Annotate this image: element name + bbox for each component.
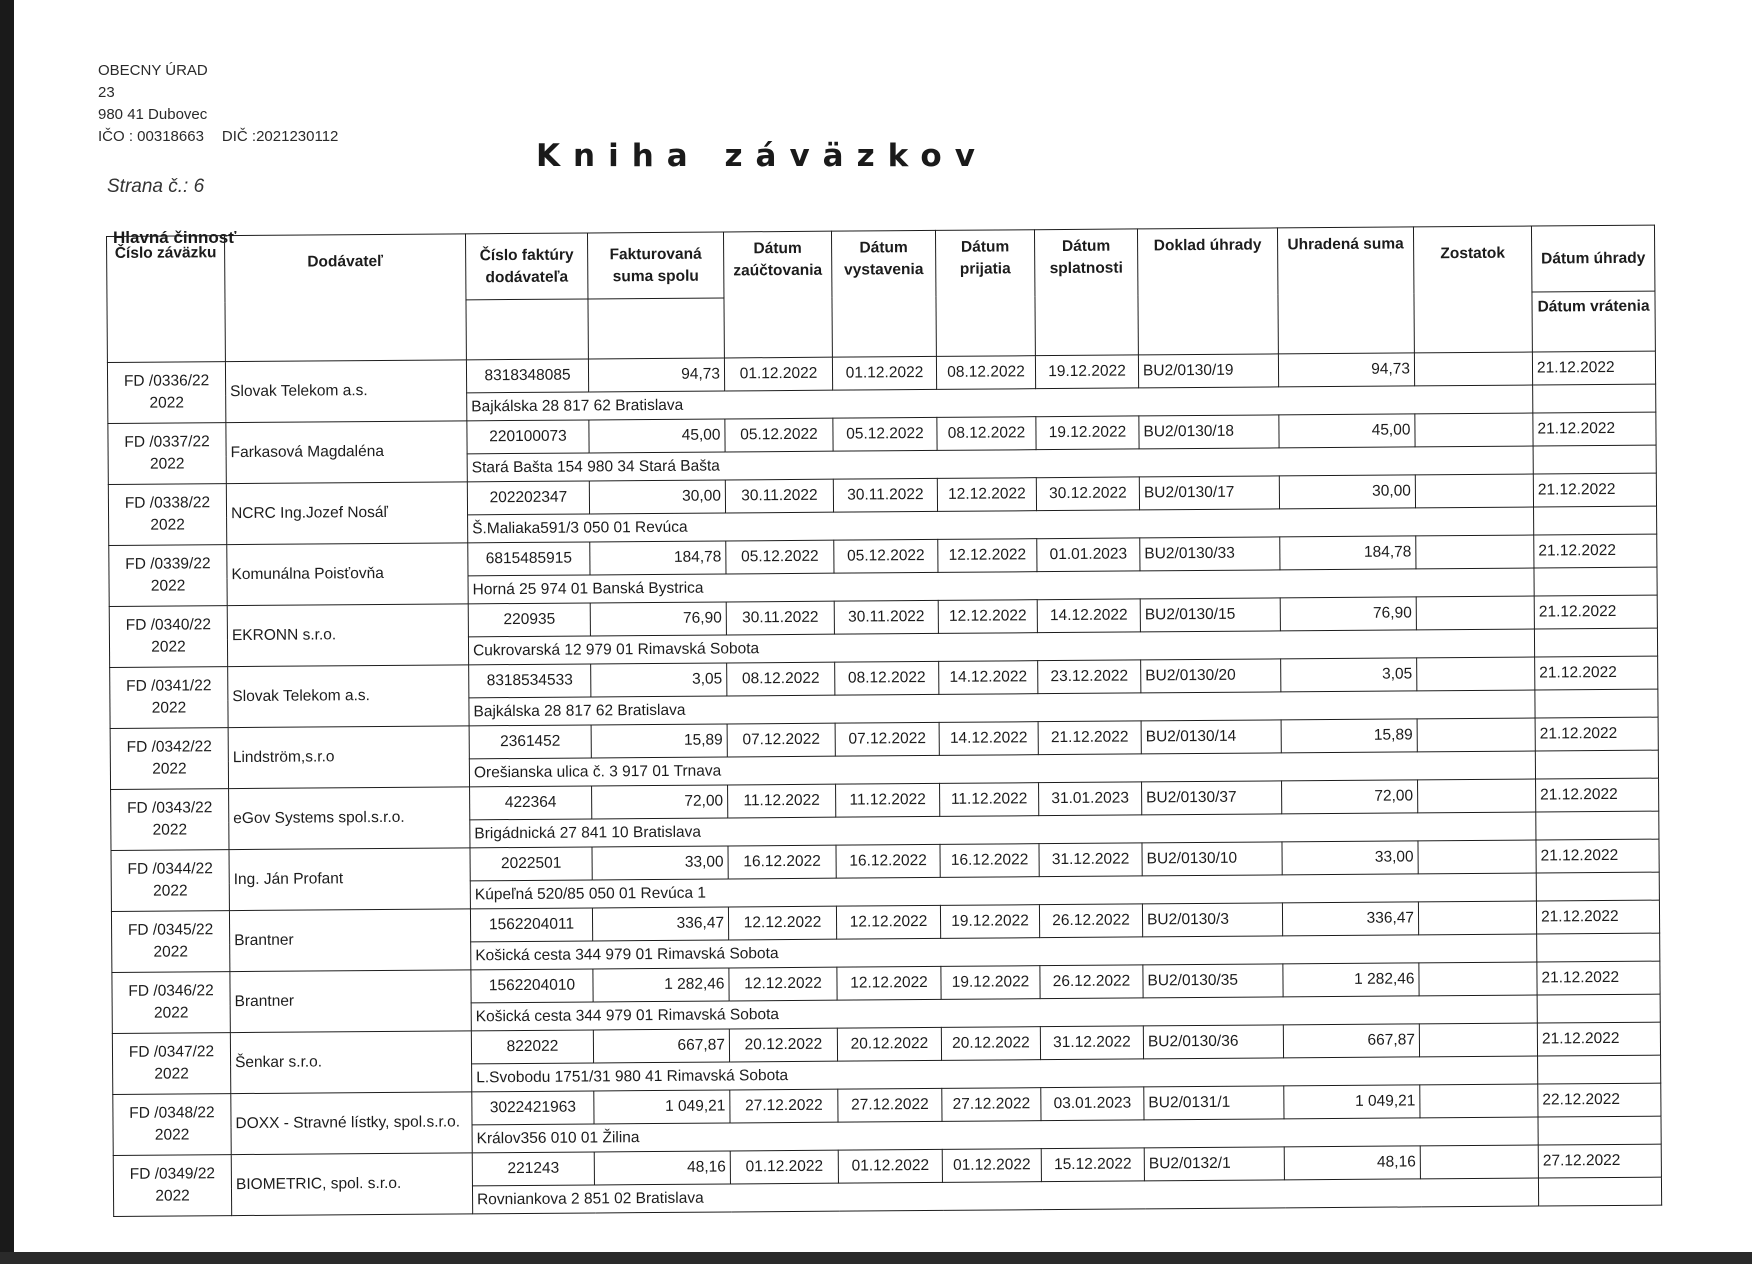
date-due: 03.01.2023: [1041, 1087, 1144, 1121]
liability-year: 2022: [149, 394, 185, 412]
date-issued: 27.12.2022: [838, 1088, 942, 1122]
supplier-name: eGov Systems spol.s.r.o.: [229, 787, 470, 850]
date-posted: 07.12.2022: [727, 723, 835, 757]
paid-amount: 45,00: [1279, 414, 1415, 448]
date-returned: [1538, 1116, 1661, 1145]
ledger-body: [107, 351, 1661, 1216]
date-returned: [1538, 1177, 1661, 1206]
date-due: 26.12.2022: [1040, 965, 1143, 999]
supplier-address: Cukrovarská 12 979 01 Rimavská Sobota: [468, 629, 1534, 665]
liability-year: 2022: [152, 882, 188, 900]
date-returned: [1536, 872, 1659, 901]
supplier-name: EKRONN s.r.o.: [227, 604, 468, 667]
liability-number: FD /0336/22: [123, 372, 210, 390]
col-header-datum-prijatia: Dátum prijatia: [935, 230, 1035, 357]
liability-number: FD /0337/22: [124, 433, 210, 451]
supplier-name: BIOMETRIC, spol. s.r.o.: [231, 1153, 472, 1216]
col-header-cislo-faktury: Číslo faktúry dodávateľa: [465, 233, 587, 300]
date-paid: 21.12.2022: [1537, 1022, 1660, 1056]
balance: [1417, 718, 1535, 752]
date-issued: 20.12.2022: [837, 1027, 941, 1061]
invoice-number: 1562204011: [470, 908, 592, 942]
date-issued: 05.12.2022: [833, 417, 937, 451]
invoice-number: 6815485915: [468, 542, 590, 576]
date-due: 31.01.2023: [1039, 782, 1142, 816]
date-posted: 01.12.2022: [730, 1150, 838, 1184]
date-returned: [1533, 445, 1656, 474]
col-header-zostatok: Zostatok: [1413, 226, 1532, 353]
office-city: 980 41 Dubovec: [98, 106, 208, 123]
date-posted: 20.12.2022: [729, 1028, 837, 1062]
date-due: 21.12.2022: [1038, 721, 1141, 755]
date-issued: 30.11.2022: [833, 478, 937, 512]
paid-amount: 33,00: [1282, 841, 1418, 875]
date-paid: 27.12.2022: [1538, 1144, 1661, 1178]
date-posted: 08.12.2022: [727, 662, 835, 696]
date-received: 19.12.2022: [941, 966, 1040, 1000]
date-posted: 05.12.2022: [725, 418, 833, 452]
paid-amount: 184,78: [1280, 536, 1416, 570]
invoice-number: 1562204010: [471, 969, 593, 1003]
balance: [1418, 901, 1536, 935]
col-header-uhradena-suma: Uhradená suma: [1277, 227, 1414, 354]
date-received: 08.12.2022: [937, 417, 1036, 451]
date-issued: 01.12.2022: [838, 1149, 942, 1183]
col-header-dodavatel: Dodávateľ: [225, 234, 467, 362]
supplier-name: Slovak Telekom a.s.: [228, 665, 469, 728]
date-issued: 30.11.2022: [834, 600, 938, 634]
supplier-name: Brantner: [230, 970, 471, 1033]
liability-number-cell: [111, 911, 229, 973]
liability-number: FD /0348/22: [129, 1104, 215, 1122]
date-posted: 27.12.2022: [730, 1089, 838, 1123]
date-received: 19.12.2022: [940, 905, 1039, 939]
supplier-name: NCRC Ing.Jozef Nosáľ: [226, 482, 467, 545]
balance: [1418, 779, 1536, 813]
liability-year: 2022: [153, 1004, 189, 1022]
date-due: 26.12.2022: [1039, 904, 1142, 938]
paid-amount: 94,73: [1278, 353, 1414, 387]
invoice-number: 822022: [471, 1030, 593, 1064]
supplier-address: Košická cesta 344 979 01 Rimavská Sobota: [471, 995, 1537, 1031]
col-header-datum-zauctovania: Dátum zaúčtovania: [723, 231, 832, 358]
col-header-datum-vratenia: Dátum vrátenia: [1532, 291, 1655, 352]
date-returned: [1535, 689, 1658, 718]
payment-document: BU2/0130/15: [1140, 598, 1280, 632]
date-returned: [1537, 933, 1660, 962]
date-posted: 12.12.2022: [729, 967, 837, 1001]
invoice-number: 221243: [472, 1152, 594, 1186]
payment-document: BU2/0130/33: [1140, 537, 1280, 571]
date-issued: 11.12.2022: [836, 783, 940, 817]
invoice-number: 220935: [468, 603, 590, 637]
supplier-name: Lindström,s.r.o: [228, 726, 469, 789]
supplier-address: Brigádnická 27 841 10 Bratislava: [470, 812, 1536, 848]
date-paid: 21.12.2022: [1532, 351, 1655, 385]
office-header: [98, 60, 338, 148]
liability-year: 2022: [153, 943, 189, 961]
dic: DIČ :2021230112: [221, 128, 339, 145]
payment-document: BU2/0131/1: [1144, 1086, 1284, 1120]
balance: [1416, 596, 1534, 630]
balance: [1414, 352, 1532, 386]
date-paid: 21.12.2022: [1535, 656, 1658, 690]
supplier-address: Orešianska ulica č. 3 917 01 Trnava: [469, 751, 1535, 787]
col-header-empty-1: [466, 299, 588, 360]
liability-year: 2022: [151, 638, 186, 656]
invoiced-amount: 1 049,21: [594, 1090, 730, 1124]
date-returned: [1534, 628, 1657, 657]
date-returned: [1536, 811, 1659, 840]
supplier-address: L.Svobodu 1751/31 980 41 Rimavská Sobota: [472, 1056, 1538, 1092]
supplier-address: Bajkálska 28 817 62 Bratislava: [469, 690, 1535, 726]
balance: [1417, 657, 1535, 691]
scan-border-left: [0, 0, 14, 1264]
date-due: 01.01.2023: [1037, 538, 1140, 572]
date-received: 01.12.2022: [942, 1149, 1041, 1183]
supplier-address: Kúpeľná 520/85 050 01 Revúca 1: [470, 873, 1536, 909]
date-paid: 21.12.2022: [1533, 473, 1656, 507]
date-due: 30.12.2022: [1036, 477, 1139, 511]
supplier-address: Stará Bašta 154 980 34 Stará Bašta: [467, 446, 1533, 482]
date-due: 14.12.2022: [1037, 599, 1140, 633]
invoice-number: 8318348085: [466, 359, 588, 393]
payment-document: BU2/0132/1: [1144, 1147, 1284, 1181]
invoiced-amount: 72,00: [592, 785, 728, 819]
date-received: 27.12.2022: [942, 1088, 1041, 1122]
supplier-name: Brantner: [229, 909, 470, 972]
liability-number: FD /0344/22: [127, 860, 213, 878]
supplier-name: Ing. Ján Profant: [229, 848, 470, 911]
date-posted: 12.12.2022: [728, 906, 836, 940]
balance: [1419, 1023, 1537, 1057]
invoiced-amount: 45,00: [589, 419, 725, 453]
office-ids: [98, 126, 338, 148]
supplier-name: Šenkar s.r.o.: [230, 1031, 471, 1094]
invoiced-amount: 94,73: [588, 358, 724, 392]
date-paid: 21.12.2022: [1536, 900, 1659, 934]
col-header-fakturovana-suma: Fakturovaná suma spolu: [587, 232, 723, 299]
invoice-number: 8318534533: [469, 664, 591, 698]
liability-number: FD /0342/22: [126, 738, 212, 756]
balance: [1420, 1084, 1538, 1118]
date-received: 14.12.2022: [939, 722, 1038, 756]
date-paid: 21.12.2022: [1535, 717, 1658, 751]
payment-document: BU2/0130/20: [1141, 659, 1281, 693]
liability-number-cell: [107, 362, 225, 424]
paid-amount: 1 282,46: [1283, 963, 1419, 997]
supplier-address: Králov356 010 01 Žilina: [472, 1117, 1538, 1153]
date-received: 16.12.2022: [940, 844, 1039, 878]
ledger-table: [106, 225, 1662, 1217]
date-returned: [1537, 994, 1660, 1023]
liability-number: FD /0345/22: [127, 921, 214, 939]
paid-amount: 667,87: [1283, 1024, 1419, 1058]
col-header-empty-2: [588, 298, 724, 359]
date-received: 14.12.2022: [939, 661, 1038, 695]
date-received: 12.12.2022: [938, 539, 1037, 573]
supplier-address: Rovniankova 2 851 02 Bratislava: [472, 1178, 1538, 1214]
col-header-cislo-zavazku: Číslo záväzku: [107, 236, 226, 363]
liability-number-cell: [111, 850, 229, 912]
liability-number-cell: [110, 728, 228, 790]
supplier-address: Bajkálska 28 817 62 Bratislava: [467, 385, 1533, 421]
liability-number-cell: [108, 423, 226, 485]
invoice-number: 422364: [470, 786, 592, 820]
liability-number: FD /0343/22: [126, 799, 213, 817]
scan-border-bottom: [0, 1252, 1752, 1264]
liability-number-cell: [112, 972, 230, 1034]
date-received: 12.12.2022: [938, 600, 1037, 634]
paid-amount: 336,47: [1282, 902, 1418, 936]
liability-number-cell: [113, 1155, 231, 1217]
balance: [1415, 413, 1533, 447]
liability-number-cell: [108, 484, 226, 546]
date-posted: 01.12.2022: [724, 357, 832, 391]
liability-number-cell: [113, 1094, 231, 1156]
liability-number: FD /0339/22: [125, 555, 211, 573]
date-returned: [1535, 750, 1658, 779]
invoiced-amount: 336,47: [592, 907, 728, 941]
date-paid: 21.12.2022: [1536, 839, 1659, 873]
date-received: 12.12.2022: [937, 478, 1036, 512]
date-paid: 21.12.2022: [1537, 961, 1660, 995]
col-header-datum-uhrady: Dátum úhrady: [1531, 225, 1654, 292]
col-header-datum-splatnosti: Dátum splatnosti: [1034, 229, 1138, 356]
date-returned: [1534, 567, 1657, 596]
payment-document: BU2/0130/36: [1143, 1025, 1283, 1059]
invoiced-amount: 1 282,46: [593, 968, 729, 1002]
date-returned: [1538, 1055, 1661, 1084]
page-number: Strana č.: 6: [107, 176, 205, 197]
payment-document: BU2/0130/18: [1139, 415, 1279, 449]
date-paid: 21.12.2022: [1534, 534, 1657, 568]
supplier-name: Komunálna Poisťovňa: [227, 543, 468, 606]
supplier-name: DOXX - Stravné lístky, spol.s.r.o.: [231, 1092, 472, 1155]
supplier-address: Košická cesta 344 979 01 Rimavská Sobota: [471, 934, 1537, 970]
balance: [1416, 535, 1534, 569]
invoiced-amount: 48,16: [594, 1151, 730, 1185]
balance: [1419, 962, 1537, 996]
invoiced-amount: 667,87: [593, 1029, 729, 1063]
date-received: 20.12.2022: [941, 1027, 1040, 1061]
invoice-number: 2361452: [469, 725, 591, 759]
date-due: 31.12.2022: [1039, 843, 1142, 877]
supplier-address: Š.Maliaka591/3 050 01 Revúca: [468, 507, 1534, 543]
date-paid: 21.12.2022: [1533, 412, 1656, 446]
liability-year: 2022: [150, 577, 186, 595]
date-issued: 08.12.2022: [835, 661, 939, 695]
invoiced-amount: 33,00: [592, 846, 728, 880]
liability-number: FD /0341/22: [126, 677, 212, 695]
office-street: 23: [98, 84, 115, 101]
date-posted: 11.12.2022: [728, 784, 836, 818]
supplier-address: Horná 25 974 01 Banská Bystrica: [468, 568, 1534, 604]
balance: [1415, 474, 1533, 508]
office-name: OBECNY ÚRAD: [98, 62, 208, 79]
section-title: Hlavná činnosť: [113, 228, 237, 247]
paid-amount: 30,00: [1279, 475, 1415, 509]
liability-number-cell: [110, 667, 228, 729]
date-issued: 01.12.2022: [832, 356, 936, 390]
date-issued: 07.12.2022: [835, 722, 939, 756]
date-issued: 05.12.2022: [834, 539, 938, 573]
liability-year: 2022: [149, 455, 185, 473]
payment-document: BU2/0130/19: [1138, 354, 1278, 388]
supplier-name: Slovak Telekom a.s.: [225, 360, 466, 423]
balance: [1420, 1145, 1538, 1179]
invoiced-amount: 184,78: [590, 541, 726, 575]
liability-number-cell: [111, 789, 229, 851]
col-header-doklad-uhrady: Doklad úhrady: [1137, 228, 1278, 355]
supplier-name: Farkasová Magdaléna: [226, 421, 467, 484]
date-paid: 21.12.2022: [1536, 778, 1659, 812]
date-issued: 12.12.2022: [837, 966, 941, 1000]
liability-number-cell: [112, 1033, 230, 1095]
liability-number: FD /0349/22: [129, 1165, 216, 1183]
invoice-number: 3022421963: [472, 1091, 594, 1125]
date-posted: 05.12.2022: [726, 540, 834, 574]
payment-document: BU2/0130/10: [1142, 842, 1282, 876]
date-due: 23.12.2022: [1038, 660, 1141, 694]
date-due: 31.12.2022: [1040, 1026, 1143, 1060]
paid-amount: 76,90: [1280, 597, 1416, 631]
invoiced-amount: 15,89: [591, 724, 727, 758]
paid-amount: 15,89: [1281, 719, 1417, 753]
liability-number: FD /0347/22: [128, 1043, 215, 1061]
ico: IČO : 00318663: [98, 128, 204, 145]
liability-number: FD /0338/22: [124, 494, 211, 512]
date-posted: 30.11.2022: [726, 601, 834, 635]
invoice-number: 202202347: [467, 481, 589, 515]
balance: [1418, 840, 1536, 874]
liability-year: 2022: [154, 1065, 189, 1083]
date-returned: [1534, 506, 1657, 535]
date-issued: 12.12.2022: [836, 905, 940, 939]
page-title: Kniha záväzkov: [536, 138, 988, 174]
date-paid: 21.12.2022: [1534, 595, 1657, 629]
liability-number-cell: [109, 545, 227, 607]
liability-number: FD /0346/22: [128, 982, 214, 1000]
liability-year: 2022: [151, 699, 187, 717]
paid-amount: 1 049,21: [1284, 1085, 1420, 1119]
date-received: 11.12.2022: [940, 783, 1039, 817]
liability-number: FD /0340/22: [125, 616, 212, 634]
invoice-number: 220100073: [467, 420, 589, 454]
date-received: 08.12.2022: [936, 356, 1035, 390]
payment-document: BU2/0130/35: [1143, 964, 1283, 998]
invoice-number: 2022501: [470, 847, 592, 881]
date-posted: 16.12.2022: [728, 845, 836, 879]
invoiced-amount: 30,00: [589, 480, 725, 514]
payment-document: BU2/0130/14: [1141, 720, 1281, 754]
date-due: 19.12.2022: [1036, 416, 1139, 450]
liability-year: 2022: [155, 1187, 190, 1205]
date-issued: 16.12.2022: [836, 844, 940, 878]
date-due: 15.12.2022: [1041, 1148, 1144, 1182]
date-returned: [1533, 384, 1656, 413]
col-header-datum-vystavenia: Dátum vystavenia: [831, 230, 936, 357]
liability-year: 2022: [154, 1126, 190, 1144]
payment-document: BU2/0130/3: [1142, 903, 1282, 937]
liability-year: 2022: [150, 516, 185, 534]
liability-year: 2022: [152, 760, 187, 778]
paid-amount: 72,00: [1282, 780, 1418, 814]
date-due: 19.12.2022: [1035, 355, 1138, 389]
paid-amount: 48,16: [1284, 1146, 1420, 1180]
payment-document: BU2/0130/37: [1142, 781, 1282, 815]
invoiced-amount: 76,90: [590, 602, 726, 636]
invoiced-amount: 3,05: [591, 663, 727, 697]
date-posted: 30.11.2022: [725, 479, 833, 513]
liability-number-cell: [109, 606, 227, 668]
paid-amount: 3,05: [1281, 658, 1417, 692]
date-paid: 22.12.2022: [1538, 1083, 1661, 1117]
payment-document: BU2/0130/17: [1139, 476, 1279, 510]
liability-year: 2022: [152, 821, 188, 839]
